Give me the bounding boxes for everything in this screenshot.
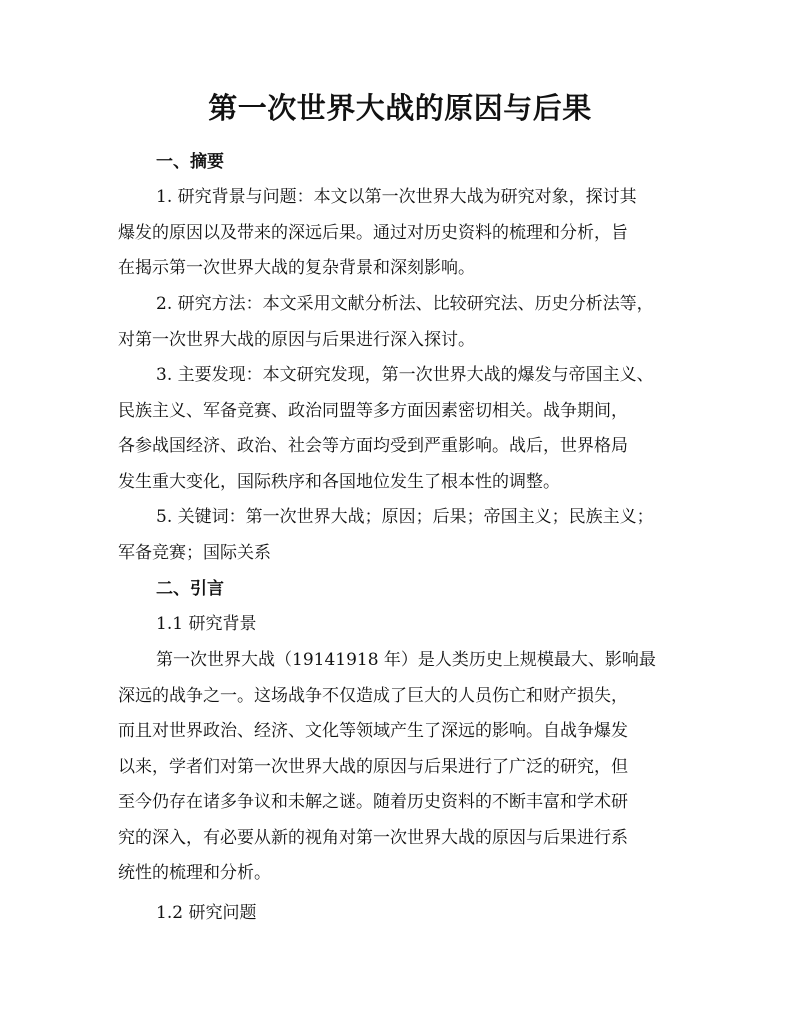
subsection-heading-questions: 1.2 研究问题: [156, 903, 257, 923]
paragraph-line: 以来，学者们对第一次世界大战的原因与后果进行了广泛的研究，但: [118, 756, 628, 777]
paragraph-line: 而且对世界政治、经济、文化等领域产生了深远的影响。自战争爆发: [118, 721, 628, 741]
paragraph-line: 爆发的原因以及带来的深远后果。通过对历史资料的梳理和分析，旨: [118, 222, 628, 243]
paragraph-line: 3. 主要发现：本文研究发现，第一次世界大战的爆发与帝国主义、: [156, 365, 654, 385]
paragraph-line: 对第一次世界大战的原因与后果进行深入探讨。: [118, 329, 475, 350]
paragraph-line: 统性的梳理和分析。: [118, 863, 271, 883]
paragraph-line: 至今仍存在诸多争议和未解之谜。随着历史资料的不断丰富和学术研: [118, 792, 628, 812]
paragraph-line: 发生重大变化，国际秩序和各国地位发生了根本性的调整。: [118, 471, 560, 492]
paragraph-line: 各参战国经济、政治、社会等方面均受到严重影响。战后，世界格局: [118, 436, 628, 456]
abstract-paragraph-methods: [118, 287, 698, 358]
paragraph-line: 究的深入，有必要从新的视角对第一次世界大战的原因与后果进行系: [118, 827, 628, 848]
paragraph-line: 在揭示第一次世界大战的复杂背景和深刻影响。: [118, 258, 475, 278]
paragraph-line: 5. 关键词：第一次世界大战；原因；后果；帝国主义；民族主义；: [156, 507, 654, 527]
section-heading-abstract: 一、摘要: [156, 152, 224, 172]
subsection-heading-background: 1.1 研究背景: [156, 614, 257, 634]
introduction-paragraph: [118, 643, 698, 892]
document-title: 第一次世界大战的原因与后果: [208, 91, 592, 125]
abstract-paragraph-keywords: [118, 500, 698, 571]
paragraph-line: 1. 研究背景与问题：本文以第一次世界大战为研究对象，探讨其: [156, 187, 637, 207]
paragraph-line: 2. 研究方法：本文采用文献分析法、比较研究法、历史分析法等，: [156, 294, 654, 314]
paragraph-line: 民族主义、军备竞赛、政治同盟等多方面因素密切相关。战争期间，: [118, 400, 628, 421]
paragraph-line: 军备竞赛；国际关系: [118, 542, 271, 563]
paragraph-line: 第一次世界大战（19141918 年）是人类历史上规模最大、影响最: [156, 650, 656, 670]
abstract-paragraph-background: [118, 180, 698, 287]
paragraph-line: 深远的战争之一。这场战争不仅造成了巨大的人员伤亡和财产损失，: [118, 685, 628, 706]
section-heading-introduction: 二、引言: [156, 579, 224, 599]
abstract-paragraph-findings: [118, 358, 698, 500]
